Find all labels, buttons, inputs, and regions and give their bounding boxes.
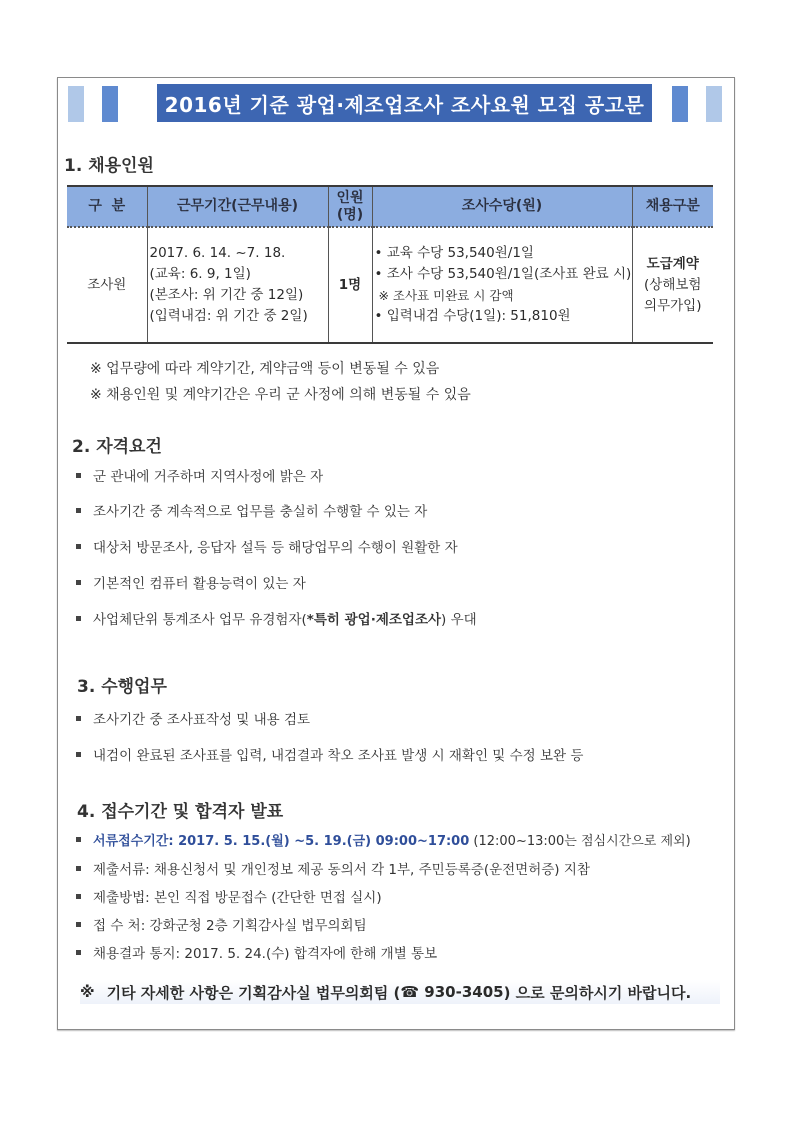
list-item <box>76 830 691 849</box>
list-item <box>76 465 323 485</box>
table-header-row <box>67 186 713 227</box>
list-item-text: 조사기간 중 계속적으로 업무를 충실히 수행할 수 있는 자 <box>93 504 428 520</box>
section-heading-application: 4. 접수기간 및 합격자 발표 <box>77 802 284 822</box>
section-heading-recruitment: 1. 채용인원 <box>64 156 154 176</box>
bullet-icon <box>76 580 81 585</box>
period-line: (본조사: 위 기간 중 12일) <box>149 287 304 303</box>
table-row <box>67 227 713 343</box>
bullet-icon <box>76 716 81 721</box>
cell-count: 1명 <box>328 227 372 343</box>
list-item-text: ) 우대 <box>441 612 477 628</box>
type-line: (상해보험 <box>644 276 702 293</box>
phone-icon: ☎ <box>400 983 420 1001</box>
bullet-icon <box>76 922 81 927</box>
list-item <box>76 536 458 556</box>
pay-line: • 입력내검 수당(1일): 51,810원 <box>374 308 571 324</box>
header-count-line2: (명) <box>336 206 364 223</box>
cell-pay <box>372 227 632 343</box>
decorative-stripe-right-outer <box>706 86 722 122</box>
note: ※ 업무량에 따라 계약기간, 계약금액 등이 변동될 수 있음 <box>90 361 440 377</box>
cell-period <box>147 227 328 343</box>
list-item-text: 조사기간 중 조사표작성 및 내용 검토 <box>93 712 311 728</box>
bullet-icon <box>76 473 81 478</box>
list-item <box>76 858 590 878</box>
list-item-text: 대상처 방문조사, 응답자 설득 등 해당업무의 수행이 원활한 자 <box>93 540 458 556</box>
bullet-icon <box>76 616 81 621</box>
bullet-icon <box>76 544 81 549</box>
decorative-stripe-right-inner <box>672 86 688 122</box>
header-count-line1: 인원 <box>336 189 364 206</box>
phone-number: 930-3405 <box>419 983 504 1001</box>
pay-line: • 교육 수당 53,540원/1일 <box>374 245 534 261</box>
list-item <box>76 608 477 628</box>
list-item-text: 기본적인 컴퓨터 활용능력이 있는 자 <box>93 576 306 592</box>
list-item <box>76 500 427 520</box>
header-type: 채용구분 <box>632 186 713 227</box>
bullet-icon <box>76 866 81 871</box>
section-heading-duties: 3. 수행업무 <box>77 677 167 697</box>
list-item <box>76 708 310 728</box>
contact-notice <box>80 980 720 1004</box>
list-item-text: 내검이 완료된 조사표를 입력, 내검결과 착오 조사표 발생 시 재확인 및 수정 보완 등 <box>93 748 584 764</box>
application-period: 서류접수기간: 2017. 5. 15.(월) ~5. 19.(금) 09:00~17:00 <box>93 834 470 849</box>
recruitment-table <box>67 185 713 344</box>
header-count <box>328 186 372 227</box>
cell-type <box>632 227 713 343</box>
list-item-text: 접 수 처: 강화군청 2층 기획감사실 법무의회팀 <box>93 918 367 934</box>
bullet-icon <box>76 508 81 513</box>
list-item <box>76 914 367 934</box>
type-contract: 도급계약 <box>646 255 699 272</box>
list-item-emphasis: *특히 광업·제조업조사 <box>306 612 442 628</box>
cell-category: 조사원 <box>67 227 147 343</box>
list-item <box>76 886 382 906</box>
list-item-text: 채용결과 통지: 2017. 5. 24.(수) 합격자에 한해 개별 통보 <box>93 946 438 962</box>
period-line: (입력내검: 위 기간 중 2일) <box>149 308 308 324</box>
contact-text: 기타 자세한 사항은 기획감사실 법무의회팀 ( <box>106 983 401 1002</box>
list-item-text: 제출방법: 본인 직접 방문접수 (간단한 면접 실시) <box>93 890 382 906</box>
header-period: 근무기간(근무내용) <box>147 186 328 227</box>
list-item-text: (12:00~13:00는 점심시간으로 제외) <box>469 834 691 849</box>
list-item <box>76 572 306 592</box>
bullet-icon <box>76 894 81 899</box>
list-item-text: 군 관내에 거주하며 지역사정에 밝은 자 <box>93 469 324 485</box>
type-line: 의무가입) <box>644 297 702 314</box>
period-line: (교육: 6. 9, 1일) <box>149 266 251 282</box>
header-category: 구 분 <box>67 186 147 227</box>
reference-mark-icon: ※ <box>80 983 95 1001</box>
pay-line: • 조사 수당 53,540원/1일(조사표 완료 시) <box>374 266 632 282</box>
period-line: 2017. 6. 14. ~7. 18. <box>149 245 286 261</box>
decorative-stripe-left-inner <box>102 86 118 122</box>
header-pay: 조사수당(원) <box>372 186 632 227</box>
bullet-icon <box>76 950 81 955</box>
section-heading-qualifications: 2. 자격요건 <box>72 437 162 457</box>
list-item <box>76 942 437 962</box>
contact-text: ) 으로 문의하시기 바랍니다. <box>503 983 692 1002</box>
list-item <box>76 744 583 764</box>
page-title: 2016년 기준 광업·제조업조사 조사요원 모집 공고문 <box>157 84 652 122</box>
bullet-icon <box>76 752 81 757</box>
pay-note: ※ 조사표 미완료 시 감액 <box>374 288 514 303</box>
decorative-stripe-left-outer <box>68 86 84 122</box>
bullet-icon <box>76 837 81 842</box>
list-item-text: 제출서류: 채용신청서 및 개인정보 제공 동의서 각 1부, 주민등록증(운전면허증) 지참 <box>93 862 590 878</box>
list-item-text: 사업체단위 통계조사 업무 유경험자( <box>93 612 307 628</box>
note: ※ 채용인원 및 계약기간은 우리 군 사정에 의해 변동될 수 있음 <box>90 387 471 403</box>
